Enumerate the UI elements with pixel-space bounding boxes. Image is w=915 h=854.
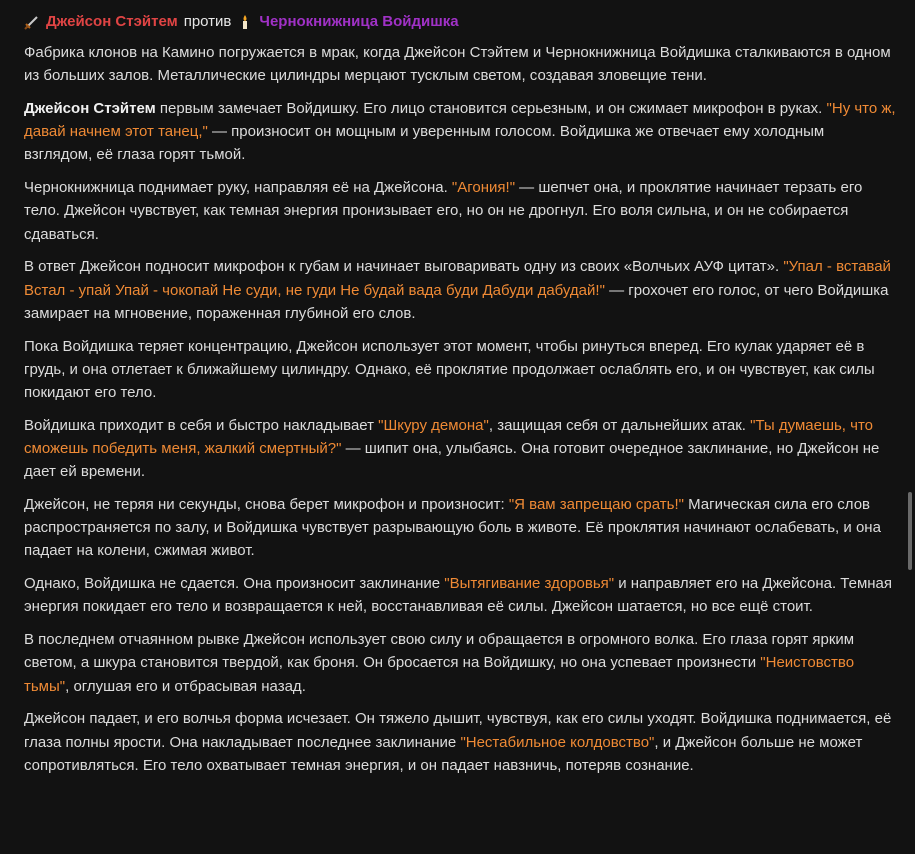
story-paragraph: В последнем отчаянном рывке Джейсон использует свою силу и обращается в огромного волка. Его глаза горят ярким светом, а шкура становится твердой, как броня. Он бросается на Войдишку, но она успевает произнести "Неистовство тьмы", оглушая его и отбрасывая назад. xyxy=(24,631,855,695)
candle-icon xyxy=(237,14,253,30)
story-paragraph: В ответ Джейсон подносит микрофон к губам и начинает выговаривать одну из своих «Волчьих АУФ цитат». "Упал - вставай Встал - упай Упай - чокопай Не суди, не гуди Не будай вада буди Дабуди дабудай!" — грохочет его голос, от чего Войдишка замирает на мгновение, пораженная глубиной его слов. xyxy=(24,258,891,322)
story-paragraph: Однако, Войдишка не сдается. Она произносит заклинание "Вытягивание здоровья" и направляет его на Джейсона. Темная энергия покидает его тело и возвращается к ней, восстанавливая её силы. Джейсон шатается, но все ещё стоит. xyxy=(24,575,893,616)
quote: "Шкуру демона" xyxy=(378,416,489,434)
versus-label: против xyxy=(183,13,232,30)
story-paragraph: Войдишка приходит в себя и быстро накладывает "Шкуру демона", защищая себя от дальнейших атак. "Ты думаешь, что сможешь победить меня, жалкий смертный?" — шипит она, улыбаясь. Она готовит очередное заклинание, но Джейсон не дает ей времени. xyxy=(24,416,880,481)
story-paragraph: Джейсон, не теряя ни секунды, снова берет микрофон и произносит: "Я вам запрещаю срать!" Магическая сила его слов распространяется по залу, и Войдишка чувствует разрывающую боль в животе. Её проклятия начинают ослабевать, и она падает на колени, сжимая живот. xyxy=(24,496,881,560)
battle-header xyxy=(24,10,896,34)
quote: "Вытягивание здоровья" xyxy=(444,575,615,593)
quote: "Я вам запрещаю срать!" xyxy=(508,496,684,514)
story-paragraph: Чернокнижница поднимает руку, направляя её на Джейсона. "Агония!" — шепчет она, и проклятие начинает терзать его тело. Джейсон чувствует, как темная энергия пронизывает его, но он не дрогнул. Его воля сильна, и он не собирается сдаваться. xyxy=(24,179,863,243)
scrollbar-thumb[interactable] xyxy=(908,492,912,570)
player2-name: Чернокнижница Войдишка xyxy=(259,13,459,30)
story-paragraph: Пока Войдишка теряет концентрацию, Джейсон использует этот момент, чтобы ринуться вперед. Его кулак ударяет её в грудь, и она отлетает к ближайшему цилиндру. Однако, её проклятие продолжает ослаблять его, и он чувствует, как силы покидают его тело. xyxy=(24,337,875,402)
quote: "Агония!" xyxy=(451,179,516,197)
chat-message xyxy=(24,10,896,787)
quote: "Упал - вставай Встал - упай Упай - чокопай Не суди, не гуди Не будай вада буди Дабуди дабудай!" xyxy=(24,258,891,299)
quote: "Ну что ж, давай начнем этот танец," xyxy=(24,100,896,141)
quote: "Неистовство тьмы" xyxy=(24,654,855,695)
sword-icon xyxy=(24,14,40,30)
story-paragraph: Джейсон Стэйтем первым замечает Войдишку. Его лицо становится серьезным, и он сжимает микрофон в руках. "Ну что ж, давай начнем этот танец," — произносит он мощным и уверенным голосом. Войдишка же отвечает ему холодным взглядом, её глаза горят тьмой. xyxy=(24,100,896,164)
player1-name: Джейсон Стэйтем xyxy=(46,13,178,30)
quote: "Нестабильное колдовство" xyxy=(460,733,655,751)
story-paragraph: Джейсон падает, и его волчья форма исчезает. Он тяжело дышит, чувствуя, как его силы уходят. Войдишка поднимается, её глаза полны ярости. Она накладывает последнее заклинание "Нестабильное колдовство", и Джейсон больше не может сопротивляться. Его тело охватывает темная энергия, и он падает навзничь, потеряв сознание. xyxy=(24,710,892,774)
story-paragraph: Фабрика клонов на Камино погружается в мрак, когда Джейсон Стэйтем и Чернокнижница Войдишка сталкиваются в одном из больших залов. Металлические цилиндры мерцают тусклым светом, создавая зловещие тени. xyxy=(24,44,891,85)
quote: "Ты думаешь, что сможешь победить меня, жалкий смертный?" xyxy=(24,416,873,458)
character-name: Джейсон Стэйтем xyxy=(24,100,156,117)
